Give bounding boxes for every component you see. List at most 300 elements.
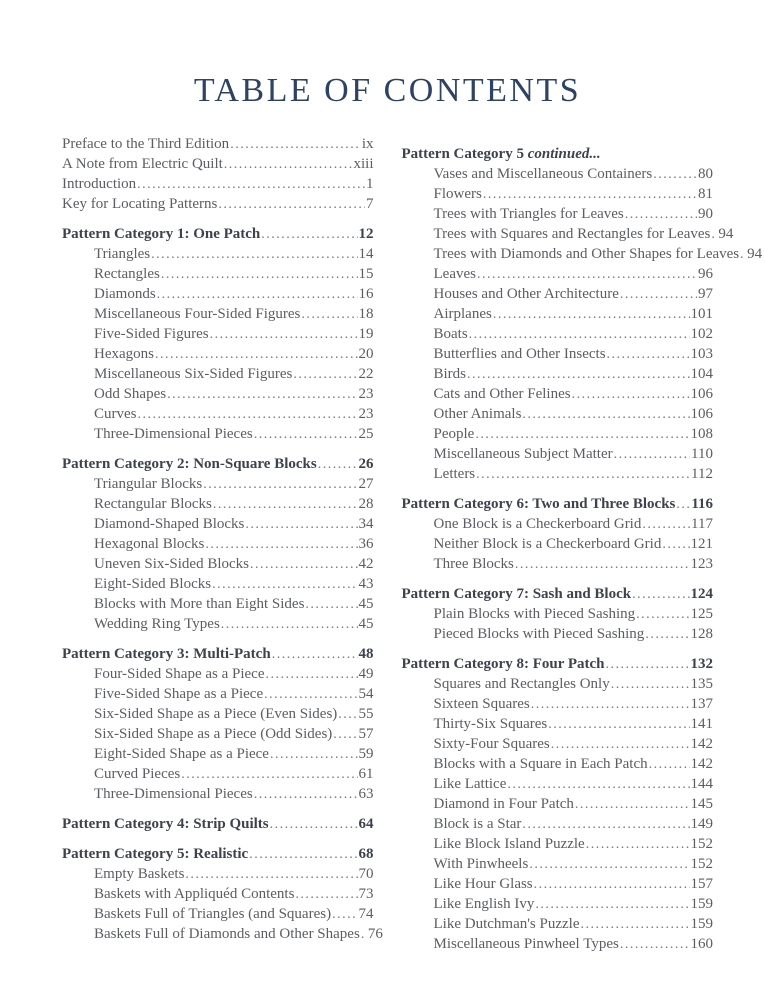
dot-leader (333, 724, 357, 745)
dot-leader (205, 534, 357, 555)
toc-row (62, 574, 374, 594)
dot-leader (218, 194, 365, 215)
toc-entry-label: Five-Sided Shape as a Piece (94, 686, 264, 702)
toc-entry-label: Like Dutchman's Puzzle (433, 916, 580, 932)
toc-entry-label: Miscellaneous Subject Matter (433, 446, 613, 462)
toc-row (62, 224, 374, 244)
toc-row (62, 454, 374, 474)
toc-row (62, 424, 374, 444)
toc-entry-page-number: 106 (690, 386, 713, 402)
dot-leader (261, 224, 357, 245)
dot-leader (249, 844, 357, 865)
dot-leader (507, 774, 689, 795)
dot-leader (210, 324, 358, 345)
toc-entry-label: Hexagonal Blocks (94, 536, 205, 552)
toc-entry-label: Block is a Star (433, 816, 522, 832)
toc-entry-page-number: 68 (358, 846, 374, 862)
toc-entry-label: Pieced Blocks with Pieced Sashing (433, 626, 645, 642)
toc-entry-label: Baskets Full of Triangles (and Squares) (94, 906, 332, 922)
toc-entry-label: Eight-Sided Blocks (94, 576, 212, 592)
toc-entry-label: Uneven Six-Sided Blocks (94, 556, 249, 572)
toc-column-right (401, 134, 763, 954)
toc-entry-label: Miscellaneous Six-Sided Figures (94, 366, 293, 382)
toc-entry-label: One Block is a Checkerboard Grid (433, 516, 642, 532)
dot-leader (467, 364, 689, 385)
toc-entry-label: Vases and Miscellaneous Containers (433, 166, 653, 182)
toc-row (62, 494, 374, 514)
toc-entry-label: Six-Sided Shape as a Piece (Odd Sides) (94, 726, 333, 742)
toc-entry-page-number: 90 (698, 206, 713, 222)
toc-entry-page-number: 145 (690, 796, 713, 812)
dot-leader (475, 424, 689, 445)
toc-row (402, 794, 714, 814)
toc-row (62, 644, 374, 664)
toc-row (62, 344, 374, 364)
toc-entry-label: Butterflies and Other Insects (433, 346, 606, 362)
toc-entry-label: Curved Pieces (94, 766, 181, 782)
toc-row (402, 404, 714, 424)
toc-entry-page-number: 16 (358, 286, 374, 302)
toc-entry-page-number: 81 (698, 186, 713, 202)
toc-row (402, 694, 714, 714)
toc-row (402, 224, 734, 244)
dot-leader (611, 674, 690, 695)
toc-entry-label: Blocks with More than Eight Sides (94, 596, 305, 612)
toc-entry-label: Trees with Diamonds and Other Shapes for Leaves (433, 246, 740, 262)
toc-entry-label: Pattern Category 3: Multi-Patch (62, 646, 271, 662)
toc-entry-label: Pattern Category 5 (401, 146, 524, 162)
dot-leader (254, 784, 358, 805)
dot-leader (632, 584, 689, 605)
toc-entry-page-number: 73 (358, 886, 374, 902)
toc-row (62, 174, 374, 194)
toc-entry-label: Diamonds (94, 286, 156, 302)
toc-entry-page-number: xiii (353, 156, 374, 172)
toc-entry-page-number: 159 (690, 916, 713, 932)
toc-entry-label: Preface to the Third Edition (62, 136, 230, 152)
toc-entry-label: Like English Ivy (433, 896, 535, 912)
toc-row (62, 364, 374, 384)
toc-entry-label: Three Blocks (433, 556, 514, 572)
dot-leader (477, 264, 697, 285)
toc-row (402, 204, 714, 224)
dot-leader (185, 864, 357, 885)
toc-entry-label: Squares and Rectangles Only (433, 676, 610, 692)
dot-leader (181, 764, 357, 785)
dot-leader (483, 184, 697, 205)
toc-entry-label: Three-Dimensional Pieces (94, 786, 253, 802)
toc-entry-label: Six-Sided Shape as a Piece (Even Sides) (94, 706, 338, 722)
toc-entry-label: Plain Blocks with Pieced Sashing (433, 606, 636, 622)
dot-leader (264, 684, 357, 705)
dot-leader (138, 404, 358, 425)
toc-entry-label: Cats and Other Felines (433, 386, 571, 402)
dot-leader (469, 324, 690, 345)
dot-leader (662, 534, 689, 555)
dot-leader (522, 404, 689, 425)
toc-entry-label: Like Lattice (433, 776, 507, 792)
toc-row (62, 704, 374, 724)
toc-entry-label: Rectangular Blocks (94, 496, 212, 512)
toc-row (402, 164, 714, 184)
toc-entry-page-number: 101 (690, 306, 713, 322)
toc-entry-page-number: 152 (690, 856, 713, 872)
toc-entry-page-number: 49 (358, 666, 374, 682)
toc-entry-label: Rectangles (94, 266, 160, 282)
toc-entry-page-number: ix (361, 136, 374, 152)
toc-row (62, 904, 374, 924)
dot-leader (151, 244, 357, 265)
dot-leader (607, 344, 690, 365)
toc-entry-page-number: 125 (690, 606, 713, 622)
toc-entry-label: Hexagons (94, 346, 154, 362)
toc-entry-label: Boats (433, 326, 468, 342)
toc-row (62, 404, 374, 424)
toc-entry-page-number: 45 (358, 616, 374, 632)
page-title: TABLE OF CONTENTS (193, 72, 582, 109)
dot-leader (636, 604, 689, 625)
toc-entry-label: Baskets with Appliquéd Contents (94, 886, 295, 902)
dot-leader (361, 924, 367, 945)
toc-row (402, 774, 714, 794)
toc-entry-page-number: 45 (358, 596, 374, 612)
toc-entry-page-number: 123 (690, 556, 713, 572)
toc-entry-label: Diamond in Four Patch (433, 796, 574, 812)
toc-entry-label: Three-Dimensional Pieces (94, 426, 253, 442)
toc-row (402, 914, 714, 934)
toc-entry-page-number: 96 (698, 266, 713, 282)
dot-leader (642, 514, 690, 535)
toc-row (402, 754, 714, 774)
dot-leader (161, 264, 358, 285)
toc-entry-page-number: 27 (358, 476, 374, 492)
toc-row (62, 304, 374, 324)
toc-entry-page-number: 43 (358, 576, 374, 592)
toc-entry-label: Five-Sided Figures (94, 326, 209, 342)
toc-entry-label: Curves (94, 406, 137, 422)
toc-row (62, 284, 374, 304)
toc-row (402, 874, 714, 894)
dot-leader (212, 574, 357, 595)
toc-entry-label: A Note from Electric Quilt (62, 156, 223, 172)
toc-entry-label: Trees with Triangles for Leaves (433, 206, 624, 222)
dot-leader (531, 694, 690, 715)
toc-entry-label: Blocks with a Square in Each Patch (433, 756, 648, 772)
dot-leader (522, 814, 689, 835)
dot-leader (338, 704, 357, 725)
dot-leader (493, 304, 690, 325)
dot-leader (295, 884, 357, 905)
toc-entry-label: Wedding Ring Types (94, 616, 220, 632)
toc-entry-label: Birds (433, 366, 467, 382)
toc-entry-page-number: 74 (358, 906, 374, 922)
toc-entry-label: Like Block Island Puzzle (433, 836, 585, 852)
toc-entry-page-number: 80 (698, 166, 713, 182)
toc-row (62, 814, 374, 834)
toc-entry-page-number: 23 (358, 386, 374, 402)
toc-row (402, 554, 714, 574)
dot-leader (266, 664, 358, 685)
toc-entry-label: Pattern Category 1: One Patch (62, 226, 261, 242)
toc-column-left (62, 134, 383, 954)
dot-leader (535, 894, 689, 915)
toc-entry-label: Letters (433, 466, 476, 482)
toc-entry-label: Pattern Category 6: Two and Three Blocks (401, 496, 676, 512)
toc-row (62, 194, 374, 214)
toc-columns (62, 134, 763, 954)
toc-entry-label: Triangles (94, 246, 151, 262)
dot-leader (293, 364, 357, 385)
toc-row (402, 654, 714, 674)
dot-leader (614, 444, 690, 465)
toc-entry-page-number: 26 (358, 456, 374, 472)
toc-row (62, 924, 383, 944)
toc-row (402, 244, 763, 264)
toc-entry-page-number: 108 (690, 426, 713, 442)
dot-leader (653, 164, 697, 185)
dot-leader (155, 344, 358, 365)
toc-row (402, 514, 714, 534)
dot-leader (572, 384, 690, 405)
toc-entry-label: Flowers (433, 186, 482, 202)
toc-entry-page-number: 36 (358, 536, 374, 552)
toc-row (402, 324, 714, 344)
dot-leader (137, 174, 365, 195)
toc-entry-page-number: 28 (358, 496, 374, 512)
toc-row (62, 514, 374, 534)
dot-leader (551, 734, 690, 755)
dot-leader (270, 744, 358, 765)
toc-row (402, 814, 714, 834)
toc-entry-page-number: 103 (690, 346, 713, 362)
toc-row (62, 764, 374, 784)
toc-entry-label: Empty Baskets (94, 866, 185, 882)
toc-entry-page-number: 152 (690, 836, 713, 852)
toc-row (402, 714, 714, 734)
toc-entry-page-number: 15 (358, 266, 374, 282)
dot-leader (575, 794, 690, 815)
toc-entry-page-number: 110 (691, 446, 713, 462)
toc-entry-label: Leaves (433, 266, 476, 282)
dot-leader (254, 424, 358, 445)
toc-entry-page-number: 48 (358, 646, 374, 662)
toc-entry-label: Introduction (62, 176, 137, 192)
toc-entry-label: Thirty-Six Squares (433, 716, 548, 732)
dot-leader (740, 244, 746, 265)
dot-leader (213, 494, 358, 515)
toc-entry-page-number: 14 (358, 246, 374, 262)
dot-leader (332, 904, 357, 925)
toc-row (402, 854, 714, 874)
toc-entry-page-number: 135 (690, 676, 713, 692)
toc-entry-label: Houses and Other Architecture (433, 286, 619, 302)
toc-entry-page-number: 25 (358, 426, 374, 442)
toc-entry-page-number: 19 (358, 326, 374, 342)
dot-leader (318, 454, 358, 475)
toc-row (62, 244, 374, 264)
toc-entry-page-number: 144 (690, 776, 713, 792)
toc-row (62, 534, 374, 554)
toc-entry-page-number: 142 (690, 736, 713, 752)
dot-leader (230, 134, 361, 155)
toc-entry-page-number: 61 (358, 766, 374, 782)
toc-row (62, 474, 374, 494)
toc-entry-page-number: 57 (358, 726, 374, 742)
toc-entry-label: Other Animals (433, 406, 522, 422)
toc-entry-page-number: 76 (367, 926, 383, 942)
toc-entry-page-number: 157 (690, 876, 713, 892)
dot-leader (301, 304, 357, 325)
toc-row (402, 584, 714, 604)
dot-leader (649, 754, 690, 775)
dot-leader (221, 614, 358, 635)
toc-entry-page-number: 23 (358, 406, 374, 422)
toc-entry-label: Like Hour Glass (433, 876, 533, 892)
toc-row (62, 134, 374, 154)
toc-entry-page-number: 64 (358, 816, 374, 832)
toc-entry-label: Pattern Category 4: Strip Quilts (62, 816, 269, 832)
toc-entry-page-number: 20 (358, 346, 374, 362)
toc-row (402, 144, 714, 164)
dot-leader (534, 874, 690, 895)
toc-row (62, 324, 374, 344)
toc-row (402, 184, 714, 204)
toc-entry-page-number: 112 (691, 466, 713, 482)
toc-entry-label: Pattern Category 7: Sash and Block (401, 586, 632, 602)
dot-leader (620, 284, 697, 305)
toc-entry-label: Neither Block is a Checkerboard Grid (433, 536, 662, 552)
toc-row (62, 384, 374, 404)
toc-row (402, 534, 714, 554)
toc-row (62, 744, 374, 764)
toc-row (402, 464, 714, 484)
toc-row (62, 154, 374, 174)
toc-entry-page-number: 132 (690, 656, 713, 672)
dot-leader (305, 594, 357, 615)
toc-row (62, 784, 374, 804)
toc-entry-label: Sixteen Squares (433, 696, 530, 712)
toc-row (62, 884, 374, 904)
dot-leader (272, 644, 358, 665)
toc-entry-label: Pattern Category 8: Four Patch (401, 656, 605, 672)
dot-leader (245, 514, 357, 535)
toc-row (62, 554, 374, 574)
dot-leader (548, 714, 689, 735)
toc-entry-page-number: 1 (366, 176, 374, 192)
toc-entry-page-number: 104 (690, 366, 713, 382)
toc-row (402, 734, 714, 754)
toc-entry-label: Four-Sided Shape as a Piece (94, 666, 265, 682)
toc-entry-label: Trees with Squares and Rectangles for Leaves (433, 226, 711, 242)
toc-entry-page-number: 42 (358, 556, 374, 572)
dot-leader (203, 474, 357, 495)
toc-entry-label: Triangular Blocks (94, 476, 203, 492)
toc-row (402, 494, 714, 514)
toc-entry-page-number: 94 (718, 226, 734, 242)
dot-leader (529, 854, 689, 875)
toc-entry-page-number: 94 (747, 246, 763, 262)
toc-entry-label: Baskets Full of Diamonds and Other Shapes (94, 926, 360, 942)
toc-entry-label: With Pinwheels (433, 856, 529, 872)
toc-row (402, 344, 714, 364)
toc-entry-page-number: 124 (690, 586, 713, 602)
toc-entry-page-number: 55 (358, 706, 374, 722)
toc-entry-page-number: 117 (691, 516, 713, 532)
toc-row (402, 624, 714, 644)
toc-row (62, 724, 374, 744)
toc-entry-page-number: 159 (690, 896, 713, 912)
toc-entry-page-number: 54 (358, 686, 374, 702)
toc-entry-label: Key for Locating Patterns (62, 196, 218, 212)
toc-entry-page-number: 12 (358, 226, 374, 242)
toc-entry-page-number: 160 (690, 936, 713, 952)
toc-entry-page-number: 102 (690, 326, 713, 342)
dot-leader (224, 154, 353, 175)
toc-entry-continued-label: continued... (523, 146, 601, 162)
toc-entry-label: Pattern Category 2: Non-Square Blocks (62, 456, 317, 472)
toc-row (402, 894, 714, 914)
toc-entry-label: People (433, 426, 475, 442)
dot-leader (620, 934, 690, 955)
toc-row (402, 424, 714, 444)
dot-leader (676, 494, 690, 515)
toc-row (62, 664, 374, 684)
toc-row (402, 284, 714, 304)
toc-entry-page-number: 141 (690, 716, 713, 732)
toc-row (62, 684, 374, 704)
toc-row (402, 384, 714, 404)
toc-row (402, 674, 714, 694)
toc-entry-label: Odd Shapes (94, 386, 167, 402)
toc-entry-label: Diamond-Shaped Blocks (94, 516, 245, 532)
toc-entry-page-number: 63 (358, 786, 374, 802)
toc-row (62, 844, 374, 864)
toc-row (62, 614, 374, 634)
toc-entry-page-number: 137 (690, 696, 713, 712)
toc-entry-label: Sixty-Four Squares (433, 736, 550, 752)
toc-entry-label: Miscellaneous Four-Sided Figures (94, 306, 301, 322)
toc-row (402, 834, 714, 854)
toc-entry-page-number: 18 (358, 306, 374, 322)
dot-leader (167, 384, 357, 405)
toc-entry-page-number: 59 (358, 746, 374, 762)
toc-entry-page-number: 22 (358, 366, 374, 382)
dot-leader (581, 914, 690, 935)
toc-entry-page-number: 70 (358, 866, 374, 882)
toc-row (402, 444, 714, 464)
dot-leader (711, 224, 717, 245)
toc-entry-label: Airplanes (433, 306, 492, 322)
toc-entry-page-number: 149 (690, 816, 713, 832)
toc-entry-page-number: 34 (358, 516, 374, 532)
toc-row (402, 364, 714, 384)
toc-entry-page-number: 142 (690, 756, 713, 772)
toc-entry-page-number: 128 (690, 626, 713, 642)
dot-leader (476, 464, 690, 485)
toc-entry-label: Miscellaneous Pinwheel Types (433, 936, 619, 952)
dot-leader (645, 624, 689, 645)
dot-leader (157, 284, 358, 305)
dot-leader (515, 554, 690, 575)
toc-entry-page-number: 97 (698, 286, 713, 302)
toc-entry-page-number: 7 (366, 196, 374, 212)
toc-entry-label: Eight-Sided Shape as a Piece (94, 746, 269, 762)
dot-leader (606, 654, 690, 675)
dot-leader (586, 834, 690, 855)
toc-row (402, 934, 714, 954)
toc-row (62, 864, 374, 884)
toc-row (402, 304, 714, 324)
